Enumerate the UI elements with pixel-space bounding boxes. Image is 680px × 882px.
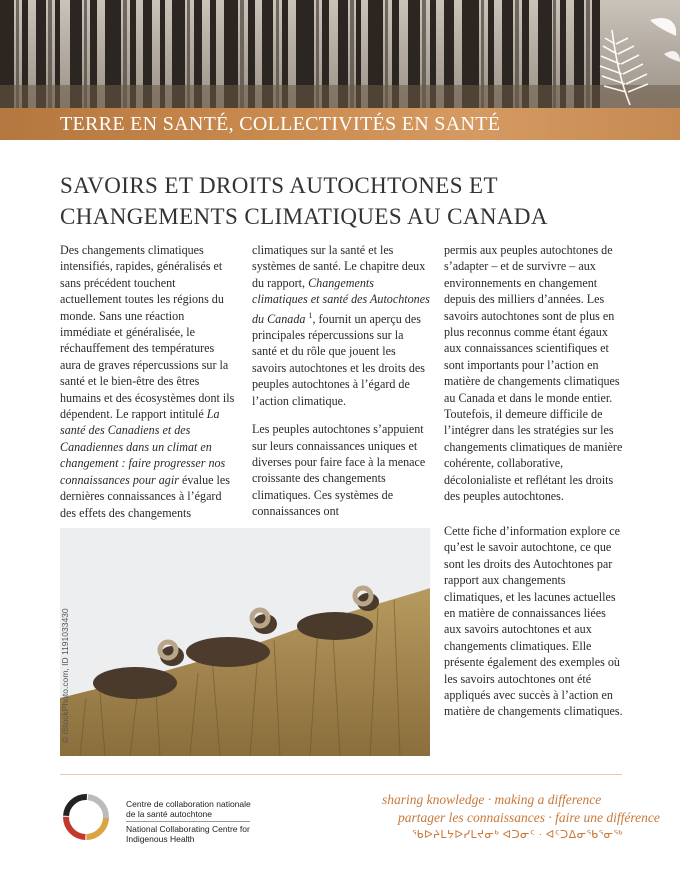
- header-forest-photo: [0, 0, 680, 108]
- column-2-paragraph-2: Les peuples autochtones s’appuient sur leurs connaissances uniques et diverses pour faire face à la menace croissante des changements climatiques. Ces systèmes de connaissances ont: [252, 422, 426, 519]
- footer-divider: [60, 774, 622, 775]
- page-title-line1: SAVOIRS ET DROITS AUTOCHTONES ET: [60, 173, 498, 198]
- report-title-italic: La santé des Canadiens et des Canadiennes dans un climat en changement : faire progresser nos connaissances pour agir: [60, 407, 226, 487]
- logo-circle-icon: [62, 793, 110, 841]
- forest-illustration: [0, 0, 680, 108]
- body-text: climatiques sur la santé et les systèmes de santé. Le chapitre deux du rapport,: [252, 243, 426, 290]
- column-1: [60, 242, 238, 533]
- tagline-inuktitut: ᖃᐅᔨᒪᔭᐅᓯᒪᔪᓂᒃ ᐊᑐᓂᑦ · ᐊᑦᑐᐃᓂᖃᕐᓂᖅ: [412, 829, 624, 841]
- tagline-english: sharing knowledge · making a difference: [382, 792, 602, 807]
- column-3-lower: [444, 523, 624, 732]
- section-band: [0, 108, 680, 140]
- bighorn-sheep-photo: [60, 528, 430, 756]
- org-name-english: [126, 821, 250, 844]
- band-title: TERRE EN SANTÉ, COLLECTIVITÉS EN SANTÉ: [60, 113, 501, 135]
- nccih-logo: [62, 793, 110, 841]
- chapter-title-italic: Changements climatiques et santé des Autochtones du Canada: [252, 275, 430, 326]
- column-1-paragraph: [60, 242, 238, 521]
- org-name-french: [126, 799, 251, 819]
- column-2-paragraph-1: [252, 242, 430, 409]
- column-2: [252, 242, 430, 532]
- body-text: évalue les dernières connaissances à l’égard des effets des changements: [60, 472, 230, 520]
- sheep-illustration: [60, 528, 430, 756]
- page-title: [60, 170, 640, 232]
- org-name-fr-line2: de la santé autochtone: [126, 809, 213, 819]
- column-3: [444, 242, 624, 517]
- org-name-en-line1: National Collaborating Centre for: [126, 824, 250, 834]
- tagline-french: partager les connaissances · faire une différence: [398, 810, 660, 825]
- page-title-line2: CHANGEMENTS CLIMATIQUES AU CANADA: [60, 204, 548, 229]
- column-3-paragraph-2: Cette fiche d’information explore ce qu’est le savoir autochtone, ce que sont les droits des Autochtones par rapport aux changements climatiques, et les lacunes actuelles en matière de connaissances liées aux savoirs autochtones et aux changements climatiques. Elle présente également des exemples où les savoirs autochtones ont été appliqués avec succès à l’action en matière de changements climatiques.: [444, 524, 623, 719]
- column-3-paragraph-1: permis aux peuples autochtones de s’adapter – et de survivre – aux environnements en changement depuis des milliers d’années. Les savoirs autochtones sont de plus en plus reconnus comme étant égaux aux connaissances scientifiques et sont importants pour l’action en matière de changements climatiques au Canada et dans le monde entier. Toutefois, il demeure difficile de l’intégrer dans les stratégies sur les changements climatiques de manière cohérente, collaborative, décolonialiste et reflétant les droits des peuples autochtones.: [444, 243, 623, 504]
- org-name-en-line2: Indigenous Health: [126, 834, 195, 844]
- photo-credit: © iStockPhoto.com, ID 1191033430: [60, 608, 70, 743]
- body-text: Des changements climatiques intensifiés, rapides, généralisés et sans précédent touchent actuellement toutes les régions du monde. Sans une réaction immédiate et généralisée, le réchauffement des températures aura de graves répercussions sur la santé et le bien-être des êtres humains et des écosystèmes dont ils dépendent. Le rapport intitulé: [60, 243, 235, 422]
- body-text: , fournit un aperçu des principales répercussions sur la santé et du rôle que jouent les savoirs autochtones et les droits des peuples autochtones à l’égard de l’action climatique.: [252, 311, 425, 408]
- org-name-fr-line1: Centre de collaboration nationale: [126, 799, 251, 809]
- footnote-ref: 1: [308, 310, 313, 320]
